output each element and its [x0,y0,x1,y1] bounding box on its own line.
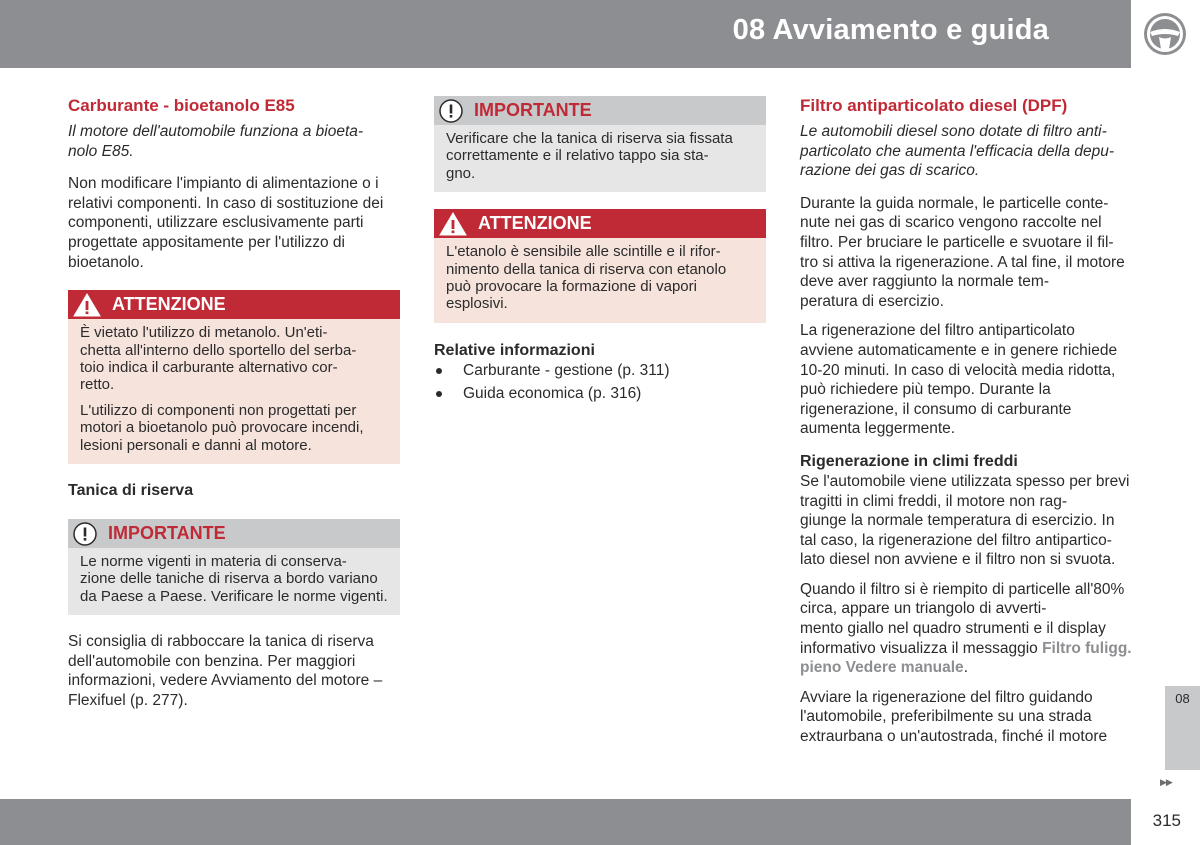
section-title-dpf: Filtro antiparticolato diesel (DPF) [800,96,1068,115]
warning-text: È vietato l'utilizzo di metanolo. Un'eti- chetta all'interno dello sportello del serba- toio indica il carburante alternativo cor- retto. [80,324,357,394]
warning-box-title: ATTENZIONE [112,293,226,314]
paragraph [800,580,1132,678]
subtitle-reserve-can: Tanica di riserva [68,482,194,499]
related-info-list [434,361,766,404]
important-box [434,96,766,192]
paragraph: Durante la guida normale, le particelle conte- nute nei gas di scarico vengono raccolte nel filtro. Per bruciare le particelle e svuotare il fil- tro si attiva la rigenerazione. A tal fine, il motore deve aver raggiunto la normale tem- peratura di esercizio. [800,194,1125,310]
chapter-tab-label: 08 [1175,691,1190,706]
important-box-body [434,125,766,192]
chapter-icon-box [1131,0,1200,68]
paragraph-text: Quando il filtro si è riempito di particelle all'80% circa, appare un triangolo di avverti- mento giallo nel quadro strumenti e il display informativo visualizza il messaggio [800,580,1125,657]
section-lead: Il motore dell'automobile funziona a bioeta- nolo E85. [68,123,364,160]
related-link[interactable]: Carburante - gestione (p. 311) [434,361,766,381]
section-title-bioethanol: Carburante - bioetanolo E85 [68,96,295,115]
related-info-title: Relative informazioni [434,341,595,359]
important-text: Verificare che la tanica di riserva sia fissata correttamente e il relativo tappo sia sta- gno. [446,130,733,182]
warning-box [434,209,766,323]
paragraph: Se l'automobile viene utilizzata spesso per brevi tragitti in climi freddi, il motore non rag- giunge la normale temperatura di esercizio. In tal caso, la rigenerazione del filtro antipartico- lato diesel non avviene e il filtro non si svuota. [800,472,1130,569]
warning-box-title: ATTENZIONE [478,212,592,233]
subtitle-cold-climate: Rigenerazione in climi freddi [800,452,1018,470]
important-box-header [434,96,766,125]
warning-box-body [68,319,400,464]
warning-box [68,290,400,464]
warning-box-header [434,209,766,238]
important-text: Le norme vigenti in materia di conserva- zione delle taniche di riserva a bordo variano da Paese a Paese. Verificare le norme vigenti. [80,553,388,605]
page-footer [0,799,1131,845]
warning-triangle-icon [438,211,468,237]
paragraph: La rigenerazione del filtro antiparticolato avviene automaticamente e in genere richiede 10-20 minuti. In caso di velocità media ridotta, può richiedere più tempo. Durante la rigenerazione, il consumo di carburante aumenta leggermente. [800,322,1118,438]
exclamation-circle-icon [72,521,98,547]
important-box-body [68,548,400,615]
page-number-box [1131,799,1200,845]
important-box-title: IMPORTANTE [108,522,226,543]
warning-triangle-icon [72,292,102,318]
paragraph: Non modificare l'impianto di alimentazione o i relativi componenti. In caso di sostituzione dei componenti, utilizzare esclusivamente parti progettate appositamente per l'utilizzo di bioetanolo. [68,175,384,271]
display-message: Filtro fuligg. pieno Vedere manuale [800,639,1132,677]
column-middle [434,96,766,408]
paragraph: Avviare la rigenerazione del filtro guidando l'automobile, preferibilmente su una strada extraurbana o un'autostrada, finché il motore [800,688,1108,746]
chapter-tab [1165,686,1200,770]
section-lead: Le automobili diesel sono dotate di filtro anti- particolato che aumenta l'efficacia della depu- razione dei gas di scarico. [800,123,1115,180]
exclamation-circle-icon [438,98,464,124]
column-left [68,96,400,721]
page-header [0,0,1131,68]
warning-text: L'utilizzo di componenti non progettati per motori a bioetanolo può provocare incendi, lesioni personali e danni al motore. [80,401,364,454]
paragraph-text: . [963,659,968,677]
paragraph: Si consiglia di rabboccare la tanica di riserva dell'automobile con benzina. Per maggiori informazioni, vedere Avviamento del motore – Flexifuel (p. 277). [68,633,383,709]
warning-box-header [68,290,400,319]
related-link[interactable]: Guida economica (p. 316) [434,384,766,404]
double-arrow-right-icon: ▶▶ [1160,777,1172,787]
warning-box-body [434,238,766,323]
column-right [800,96,1132,757]
important-box-header [68,519,400,548]
important-box-title: IMPORTANTE [474,99,592,120]
important-box [68,519,400,615]
page-number: 315 [1152,811,1181,830]
steering-wheel-icon [1142,11,1188,57]
chapter-title: 08 Avviamento e guida [732,14,1049,46]
warning-text: L'etanolo è sensibile alle scintille e il rifor- nimento della tanica di riserva con etanolo può provocare la formazione di vapori esplosivi. [446,243,727,313]
